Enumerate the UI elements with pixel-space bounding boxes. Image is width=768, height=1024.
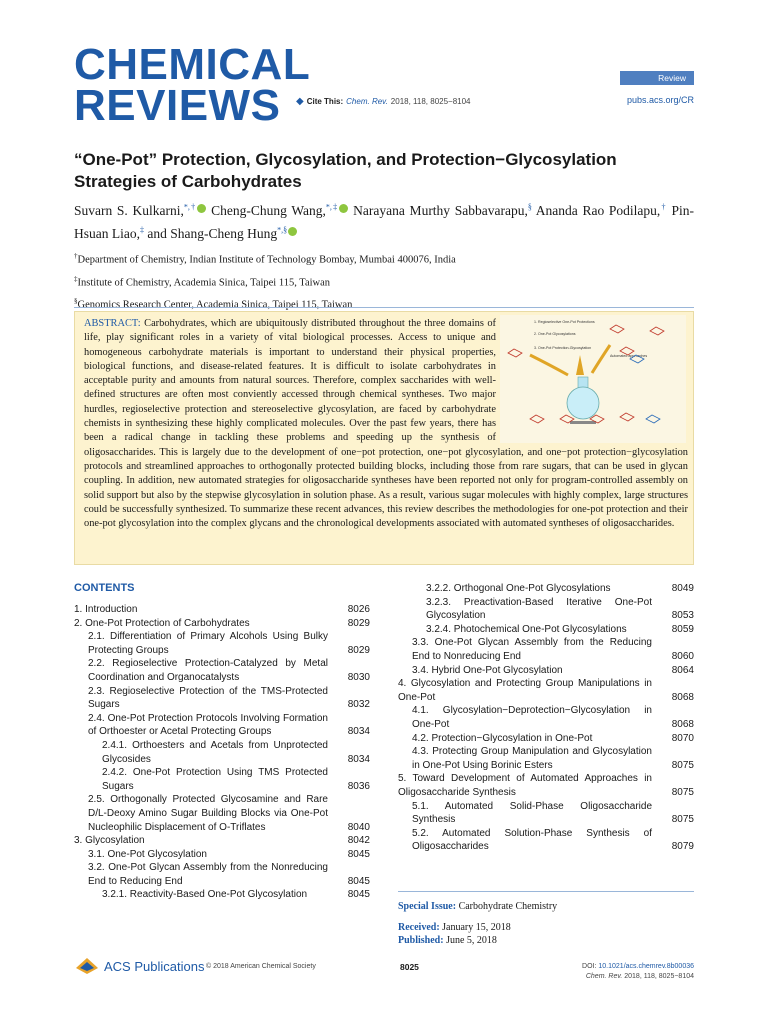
- toc-entry-title: 2.4. One-Pot Protection Protocols Involving Formation of Orthoester or Acetal Protecting Groups: [88, 712, 328, 738]
- toc-entry-page: 8036: [347, 780, 370, 792]
- toc-entry-title: 2.2. Regioselective Protection-Catalyzed by Metal Coordination and Organocatalysts: [88, 658, 328, 683]
- toc-entry-title: 2.1. Differentiation of Primary Alcohols Using Bulky Protecting Groups: [88, 631, 328, 656]
- toc-entry-page: 8068: [671, 691, 694, 703]
- author-name: Suvarn S. Kulkarni,: [74, 202, 184, 218]
- author-name: Narayana Murthy Sabbavarapu,: [353, 202, 528, 218]
- toc-entry[interactable]: [74, 861, 370, 888]
- affiliation-text: Genomics Research Center, Academia Sinica, Taipei 115, Taiwan: [77, 299, 353, 311]
- cite-ref: 2018, 118, 8025−8104: [390, 97, 471, 106]
- toc-entry-title: 3.2.1. Reactivity-Based One-Pot Glycosylation: [102, 889, 308, 901]
- orcid-icon[interactable]: [197, 204, 206, 213]
- toc-entry[interactable]: [398, 827, 694, 854]
- toc-entry[interactable]: [74, 834, 370, 848]
- toc-entry-title: 4.1. Glycosylation−Deprotection−Glycosylation in One-Pot: [412, 705, 652, 730]
- author-list: [74, 197, 694, 244]
- toc-entry[interactable]: [398, 745, 694, 772]
- toc-entry-page: 8042: [347, 835, 370, 847]
- received-label: Received:: [398, 922, 440, 933]
- toc-entry-page: 8026: [347, 604, 370, 615]
- toc-graphic-label: Automated approaches: [610, 354, 648, 358]
- affiliation-mark: †: [74, 252, 78, 260]
- toc-entry[interactable]: [398, 636, 694, 663]
- author-affiliation-mark: *,†: [183, 202, 197, 211]
- abstract-heading: ABSTRACT:: [84, 318, 141, 329]
- toc-entry-page: 8032: [347, 699, 370, 711]
- toc-entry-title: 2.3. Regioselective Protection of the TMS-Protected Sugars: [88, 685, 328, 711]
- journal-name-line1: CHEMICAL: [74, 40, 311, 89]
- toc-entry[interactable]: [74, 766, 370, 793]
- toc-entry-page: 8045: [347, 889, 370, 901]
- contents-heading: CONTENTS: [74, 582, 135, 594]
- cite-label: Cite This:: [306, 97, 344, 106]
- toc-entry-title: 4.2. Protection−Glycosylation in One-Pot: [412, 732, 593, 744]
- toc-entry-page: 8030: [347, 671, 370, 683]
- affiliation-text: Department of Chemistry, Indian Institute of Technology Bombay, Mumbai 400076, India: [77, 254, 456, 266]
- toc-entry-title: 5.2. Automated Solution-Phase Synthesis of Oligosaccharides: [412, 827, 652, 853]
- affiliation: [74, 270, 694, 293]
- published-label: Published:: [398, 935, 444, 946]
- author-name: Cheng-Chung Wang,: [211, 202, 326, 218]
- toc-entry-title: 2. One-Pot Protection of Carbohydrates: [74, 617, 250, 629]
- toc-entry[interactable]: [74, 657, 370, 684]
- affiliation-text: Institute of Chemistry, Academia Sinica, Taipei 115, Taiwan: [77, 277, 331, 288]
- received-date: [398, 921, 511, 935]
- author-affiliation-mark: §: [527, 202, 532, 211]
- toc-left-column: [74, 603, 370, 902]
- toc-entry-title: 2.5. Orthogonally Protected Glycosamine and Rare D/L-Deoxy Amino Sugar Building Blocks via One-Pot Nucleophilic Displacement of O-Triflates: [88, 794, 328, 833]
- toc-entry-page: 8075: [671, 759, 694, 771]
- journal-logo: [74, 40, 311, 130]
- toc-entry[interactable]: [74, 603, 370, 617]
- orcid-icon[interactable]: [339, 204, 348, 213]
- author-name: Ananda Rao Podilapu,: [535, 202, 661, 218]
- author[interactable]: [147, 226, 297, 241]
- author[interactable]: [353, 203, 532, 218]
- toc-entry-title: 3.1. One-Pot Glycosylation: [88, 848, 207, 860]
- toc-entry[interactable]: [398, 664, 694, 678]
- journal-url-link[interactable]: pubs.acs.org/CR: [626, 95, 694, 105]
- affiliation: [74, 247, 694, 270]
- author-name: and Shang-Cheng Hung: [147, 226, 278, 241]
- toc-entry-title: 4.3. Protecting Group Manipulation and Glycosylation in One-Pot Using Borinic Esters: [412, 746, 652, 771]
- toc-entry-page: 8079: [671, 841, 694, 853]
- toc-graphic: [500, 315, 686, 443]
- toc-entry-page: 8049: [671, 583, 694, 594]
- toc-entry[interactable]: [74, 712, 370, 739]
- toc-entry[interactable]: [398, 732, 694, 746]
- toc-entry-title: 3.2.3. Preactivation-Based Iterative One-Pot Glycosylation: [426, 596, 652, 622]
- toc-entry[interactable]: [398, 800, 694, 827]
- received-value: January 15, 2018: [442, 922, 511, 933]
- article-title: “One-Pot” Protection, Glycosylation, and Protection−Glycosylation Strategies of Carbohydrates: [74, 150, 617, 191]
- toc-graphic-label: 2. One-Pot Glycosylations: [534, 332, 576, 336]
- special-issue-label: Special Issue:: [398, 901, 457, 912]
- cite-journal[interactable]: Chem. Rev.: [346, 97, 388, 106]
- special-issue: [398, 900, 557, 914]
- toc-entry-title: 2.4.2. One-Pot Protection Using TMS Protected Sugars: [102, 767, 328, 792]
- published-value: June 5, 2018: [446, 935, 497, 946]
- orcid-icon[interactable]: [288, 227, 297, 236]
- toc-graphic-label: 1. Regioselective One-Pot Protections: [534, 320, 595, 324]
- toc-entry[interactable]: [74, 630, 370, 657]
- author[interactable]: [536, 203, 667, 218]
- toc-entry-title: 3.4. Hybrid One-Pot Glycosylation: [412, 664, 563, 676]
- divider: [74, 307, 694, 308]
- toc-entry-page: 8029: [347, 644, 370, 656]
- affiliation-mark: ‡: [74, 274, 78, 283]
- journal-name-line2: REVIEWS: [74, 81, 281, 130]
- published-date: [398, 934, 497, 948]
- publisher-logo[interactable]: [74, 956, 204, 976]
- author-name: Pin-Hsuan Liao,: [74, 202, 695, 241]
- toc-entry-page: 8060: [671, 650, 694, 662]
- toc-entry[interactable]: [74, 888, 370, 902]
- toc-entry[interactable]: [74, 685, 370, 712]
- toc-entry-page: 8040: [347, 821, 370, 833]
- toc-entry-page: 8034: [347, 726, 370, 738]
- affiliation-list: [74, 247, 694, 315]
- toc-entry-title: 2.4.1. Orthoesters and Acetals from Unprotected Glycosides: [102, 739, 328, 765]
- toc-entry[interactable]: [398, 772, 694, 799]
- toc-entry-page: 8034: [347, 753, 370, 765]
- toc-entry-title: 3.3. One-Pot Glycan Assembly from the Reducing End to Nonreducing End: [412, 637, 652, 662]
- author[interactable]: [74, 203, 206, 218]
- abstract-body: Carbohydrates, which are ubiquitously distributed throughout the three domains of life, play significant roles in a variety of vital biological processes. Access to unique and homogeneous carbohydrate materials is important to understand their physical properties, biological functions, and disease-related features. It is difficult to isolate carbohydrates in acceptable purity and amounts from natural sources. Therefore, complex saccharides with well-defined structures are often most conviently accessed through chemical syntheses. Two major hurdles, regioselective protection and stereoselective glycosylation, are faced by carbohydrate chemists in synthesizing these highly complicated molecules. Over the past few years, there has been a radical change in tackling these problems and speeding up the synthesis of oligosaccharides. This is largely due to the development of one−pot protection, one−pot glycosylation, and one−pot protection−glycosylation protocols and streamlined approaches to orthogonally protected building blocks, including those from rare sugars, that can be used in glycan coupling. In addition, new automated strategies for oligosaccharide syntheses have been reported not only for program-controlled assembly on solid support but also by the stepwise glycosylation in solution phase. As a result, various sugar molecules with highly complex, large structures could be successfully synthesized. To summarize these recent advances, this review describes the methodologies for one-pot protection and their one-pot glycosylation into the complex glycans and the chronological developments associated with automated syntheses of oligosaccharides.: [84, 318, 688, 530]
- publisher-name: ACS Publications: [104, 958, 205, 974]
- toc-entry-title: 1. Introduction: [74, 604, 138, 615]
- toc-entry-title: 3. Glycosylation: [74, 835, 145, 847]
- toc-entry-title: 3.2.2. Orthogonal One-Pot Glycosylations: [426, 583, 611, 594]
- author-affiliation-mark: *,‡: [325, 202, 339, 211]
- toc-entry[interactable]: [398, 704, 694, 731]
- toc-entry-title: 5. Toward Development of Automated Approaches in Oligosaccharide Synthesis: [398, 773, 652, 798]
- cite-this[interactable]: [296, 96, 471, 107]
- toc-entry[interactable]: [398, 582, 694, 596]
- toc-entry-page: 8068: [671, 718, 694, 730]
- toc-entry-page: 8045: [347, 875, 370, 887]
- toc-entry-page: 8075: [671, 814, 694, 826]
- acs-logo-icon: [74, 956, 100, 976]
- toc-entry[interactable]: [398, 677, 694, 704]
- doi-link[interactable]: 10.1021/acs.chemrev.8b00036: [598, 963, 694, 970]
- toc-entry-page: 8045: [347, 848, 370, 860]
- toc-entry-page: 8075: [671, 786, 694, 798]
- doi-label: DOI:: [582, 963, 597, 970]
- flask-icon: [567, 387, 599, 419]
- divider: [398, 891, 694, 892]
- toc-entry[interactable]: [74, 617, 370, 631]
- toc-right-column: [398, 582, 694, 854]
- cite-icon: ◆: [296, 96, 304, 107]
- toc-entry-page: 8064: [671, 664, 694, 676]
- toc-entry[interactable]: [74, 793, 370, 834]
- toc-graphic-label: 3. One-Pot Protection-Glycosylation: [534, 346, 592, 350]
- toc-entry-page: 8059: [671, 623, 694, 635]
- toc-entry-title: 4. Glycosylation and Protecting Group Manipulations in One-Pot: [398, 678, 652, 703]
- author[interactable]: [211, 203, 348, 218]
- toc-entry[interactable]: [74, 848, 370, 862]
- author-affiliation-mark: *,§: [277, 225, 288, 235]
- article-type-badge: Review: [620, 71, 694, 85]
- special-issue-name: Carbohydrate Chemistry: [458, 901, 558, 912]
- toc-entry[interactable]: [74, 739, 370, 766]
- toc-entry[interactable]: [398, 596, 694, 623]
- footer-citation: 2018, 118, 8025−8104: [624, 973, 694, 980]
- author-affiliation-mark: †: [660, 202, 667, 211]
- toc-entry-page: 8053: [671, 610, 694, 622]
- footer-journal: Chem. Rev.: [585, 973, 623, 980]
- affiliation-mark: §: [74, 297, 78, 305]
- toc-entry-title: 3.2. One-Pot Glycan Assembly from the Nonreducing End to Reducing End: [88, 862, 328, 887]
- author-affiliation-mark: ‡: [139, 225, 144, 235]
- toc-entry-page: 8029: [347, 617, 370, 629]
- doi-block: [520, 962, 694, 982]
- toc-entry-title: 5.1. Automated Solid-Phase Oligosaccharide Synthesis: [412, 800, 652, 826]
- toc-entry[interactable]: [398, 623, 694, 637]
- toc-entry-page: 8070: [671, 732, 694, 744]
- copyright: © 2018 American Chemical Society: [206, 963, 316, 970]
- page-number: 8025: [400, 962, 419, 972]
- toc-entry-title: 3.2.4. Photochemical One-Pot Glycosylations: [426, 623, 627, 635]
